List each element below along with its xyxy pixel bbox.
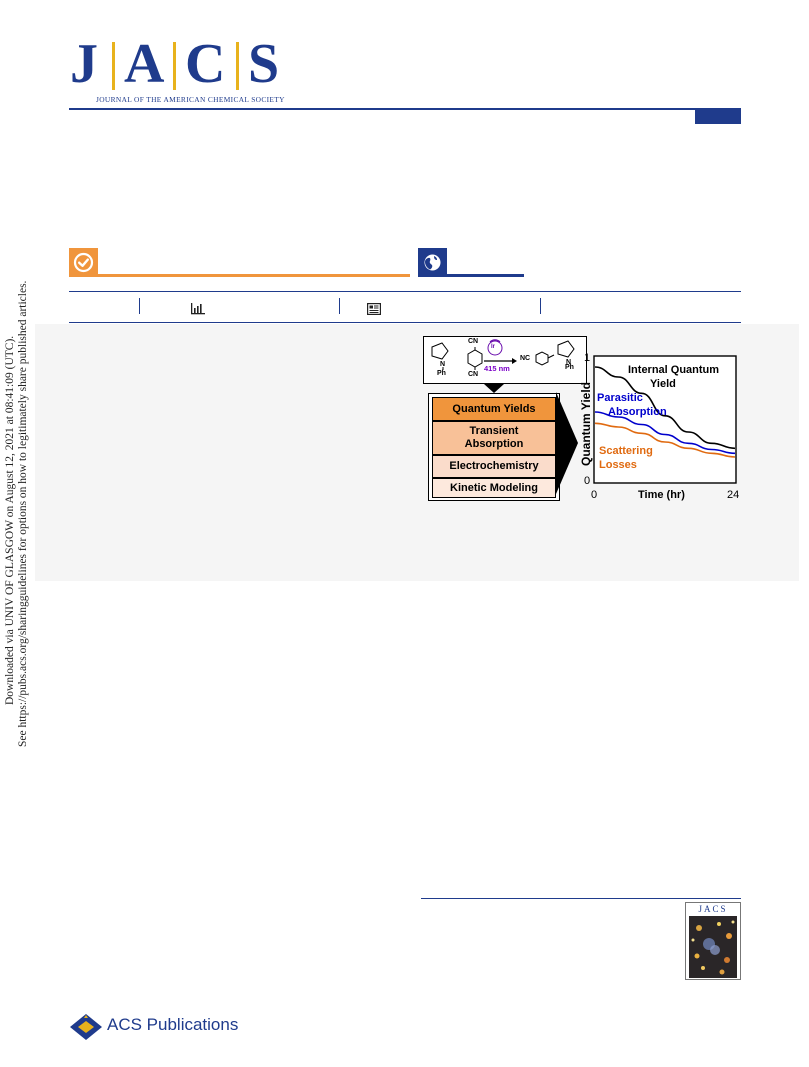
sharing-guidelines-notice: See https://pubs.acs.org/sharingguidelines for options on how to legitimately share published articles. bbox=[17, 280, 29, 747]
globe-icon bbox=[418, 248, 447, 277]
acs-hexagon-icon bbox=[68, 1012, 104, 1042]
method-transient-absorption-label: Transient Absorption bbox=[464, 425, 524, 450]
quantum-yield-plot bbox=[578, 348, 744, 504]
annotation-parasitic-line1: Parasitic bbox=[597, 392, 643, 404]
annotation-internal-qy-line1: Internal Quantum bbox=[628, 364, 720, 376]
product-phenyl-label: Ph bbox=[565, 364, 574, 371]
catalyst-label: Ir bbox=[491, 344, 496, 350]
logo-letter-a: A bbox=[124, 33, 165, 95]
x-tick-label-right: 24 bbox=[727, 489, 740, 501]
reaction-scheme-drawing bbox=[424, 337, 591, 385]
method-kinetic-modeling: Kinetic Modeling bbox=[432, 478, 556, 498]
badge-underline bbox=[98, 274, 410, 277]
cover-title: JACS bbox=[698, 904, 728, 914]
cover-art bbox=[689, 916, 737, 978]
logo-letter-c: C bbox=[185, 33, 226, 95]
annotation-parasitic-line2: Absorption bbox=[608, 406, 667, 418]
logo-letter-s: S bbox=[248, 33, 280, 95]
svg-text:N: N bbox=[566, 359, 572, 366]
reactant-phenyl-label: Ph bbox=[437, 370, 446, 377]
publisher-name: ACS Publications bbox=[107, 1015, 239, 1034]
journal-cover-thumbnail[interactable] bbox=[685, 902, 741, 980]
logo-divider bbox=[112, 42, 115, 90]
metrics-bottom-rule bbox=[69, 322, 741, 323]
method-arrow bbox=[556, 384, 580, 502]
reaction-scheme bbox=[423, 336, 587, 384]
method-electrochemistry: Electrochemistry bbox=[432, 455, 556, 478]
plot-y-axis-label: Quantum Yield bbox=[579, 381, 593, 466]
logo-divider bbox=[173, 42, 176, 90]
badge-underline bbox=[447, 274, 524, 277]
article-type-tab bbox=[695, 110, 741, 124]
metrics-divider bbox=[540, 298, 541, 314]
wavelength-label: 415 nm bbox=[484, 364, 510, 373]
header-rule bbox=[69, 108, 741, 110]
metrics-top-rule bbox=[69, 291, 741, 292]
article-icon[interactable] bbox=[367, 303, 381, 315]
x-tick-label-left: 0 bbox=[591, 489, 598, 501]
method-downward-arrow bbox=[428, 384, 560, 396]
cyano-bottom-label: CN bbox=[468, 371, 479, 378]
method-quantum-yields: Quantum Yields bbox=[432, 397, 556, 421]
y-tick-label-bottom: 0 bbox=[584, 475, 591, 487]
y-tick-label-top: 1 bbox=[584, 352, 591, 364]
bar-chart-icon[interactable] bbox=[190, 303, 206, 315]
plot-x-axis-label: Time (hr) bbox=[638, 489, 685, 501]
metrics-divider bbox=[339, 298, 340, 314]
logo-subtitle: JOURNAL OF THE AMERICAN CHEMICAL SOCIETY bbox=[96, 95, 285, 104]
svg-text:N: N bbox=[440, 361, 446, 368]
product-cyano-label: NC bbox=[520, 355, 531, 362]
method-transient-absorption bbox=[432, 421, 556, 455]
cyano-top-label: CN bbox=[468, 338, 479, 345]
checkmark-icon bbox=[69, 248, 98, 277]
metrics-divider bbox=[139, 298, 140, 314]
logo-divider bbox=[236, 42, 239, 90]
logo-letter-j: J bbox=[70, 33, 98, 95]
annotation-scattering-line2: Losses bbox=[599, 459, 637, 471]
annotation-internal-qy-line2: Yield bbox=[650, 378, 676, 390]
annotation-scattering-line1: Scattering bbox=[599, 445, 653, 457]
download-notice: Downloaded via UNIV OF GLASGOW on August 12, 2021 at 08:41:09 (UTC). bbox=[4, 335, 16, 705]
cover-rule bbox=[421, 898, 741, 899]
